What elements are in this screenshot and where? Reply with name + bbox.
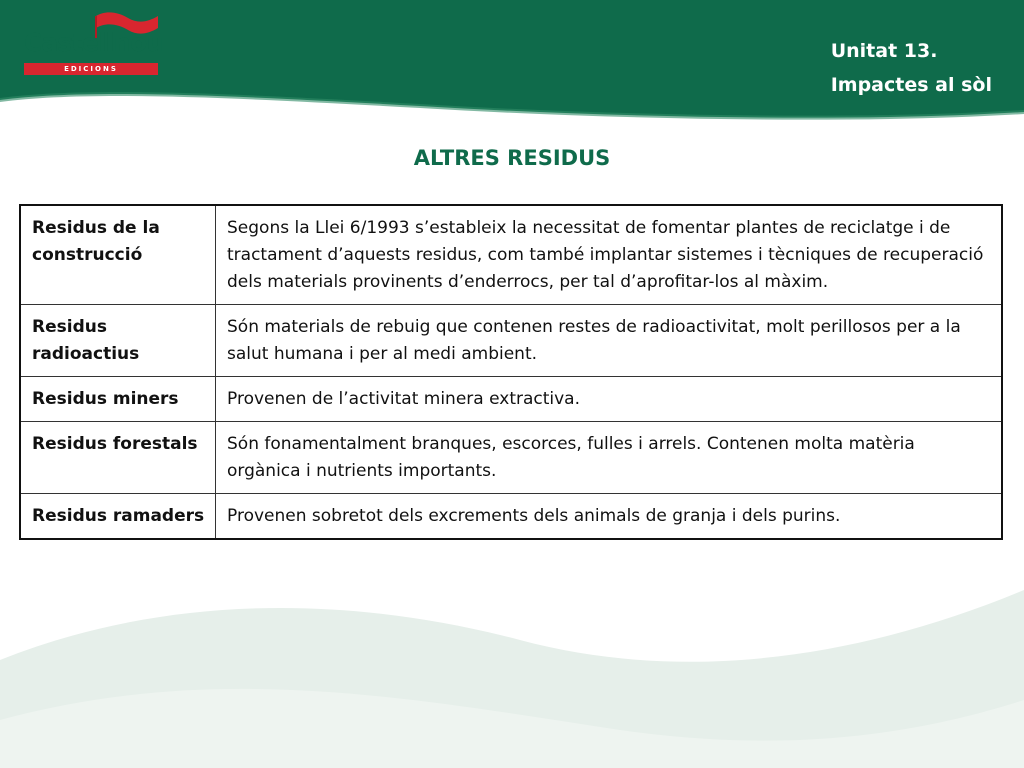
row-description: Segons la Llei 6/1993 s’estableix la necessitat de fomentar plantes de reciclatge i de tractament d’aquests residus, com també implantar sistemes i tècniques de recuperació dels materials provinents d’enderrocs, per tal d’aprofitar-los al màxim. <box>216 205 1003 305</box>
row-description: Són materials de rebuig que contenen restes de radioactivitat, molt perillosos per a la salut humana i per al medi ambient. <box>216 305 1003 377</box>
table-row <box>20 422 1002 494</box>
table-row <box>20 305 1002 377</box>
logo-wordmark: Castellnou <box>24 28 163 57</box>
logo-subtitle: EDICIONS <box>64 65 118 73</box>
row-label: Residus ramaders <box>20 494 216 540</box>
row-label: Residus miners <box>20 377 216 422</box>
unit-number: Unitat 13. <box>830 40 938 62</box>
row-description: Provenen de l’activitat minera extractiva. <box>216 377 1003 422</box>
table-row <box>20 494 1002 540</box>
page-title: ALTRES RESIDUS <box>413 146 611 170</box>
table-row <box>20 205 1002 305</box>
row-label: Residus radioactius <box>20 305 216 377</box>
row-label: Residus forestals <box>20 422 216 494</box>
unit-topic: Impactes al sòl <box>830 74 992 96</box>
table-row <box>20 377 1002 422</box>
residus-table <box>19 204 1003 540</box>
row-description: Són fonamentalment branques, escorces, fulles i arrels. Contenen molta matèria orgànica i nutrients importants. <box>216 422 1003 494</box>
row-description: Provenen sobretot dels excrements dels animals de granja i dels purins. <box>216 494 1003 540</box>
unit-heading <box>831 34 992 102</box>
row-label: Residus de la construcció <box>20 205 216 305</box>
